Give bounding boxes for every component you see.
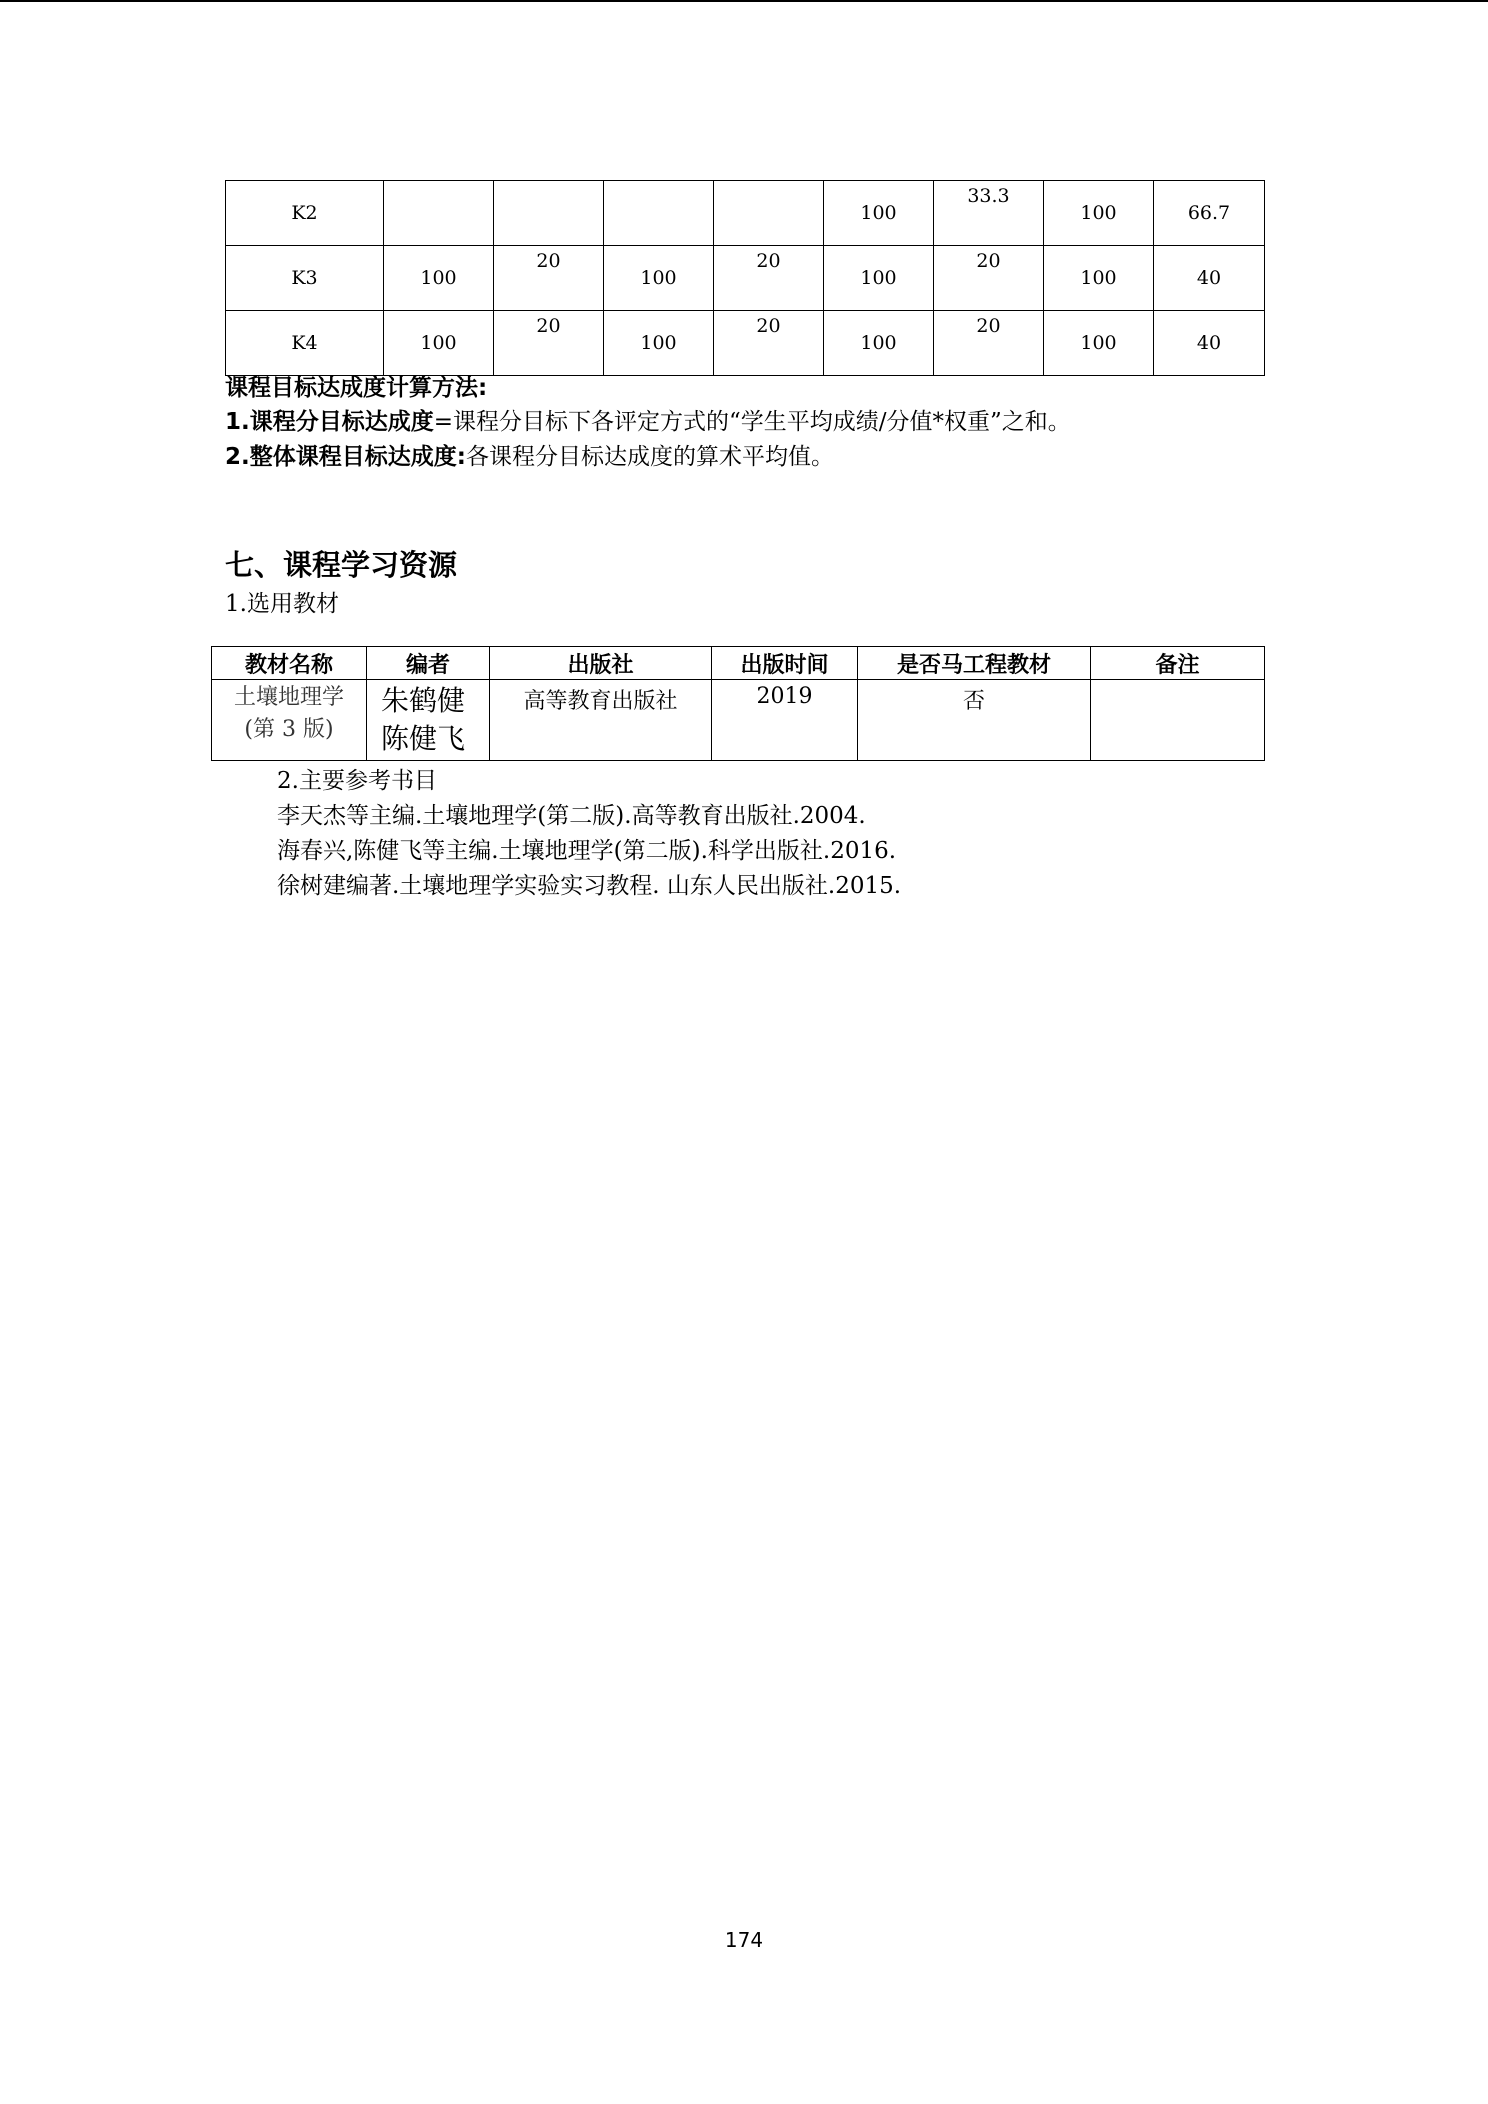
table-cell	[494, 181, 604, 246]
table-cell: 100	[384, 311, 494, 376]
header-cell: 教材名称	[212, 647, 367, 680]
table-row	[226, 311, 1265, 376]
table-cell	[384, 181, 494, 246]
table-cell: 100	[1044, 246, 1154, 311]
table-cell	[604, 181, 714, 246]
table-header-row	[212, 647, 1265, 680]
textbook-table	[211, 646, 1265, 761]
header-cell: 编者	[367, 647, 490, 680]
method-line-1	[225, 403, 1071, 436]
method-line-2-bold: 2.整体课程目标达成度:	[225, 444, 466, 470]
method-line-1-text: =课程分目标下各评定方式的“学生平均成绩/分值*权重”之和。	[433, 409, 1071, 435]
textbook-label: 1.选用教材	[225, 591, 339, 617]
table-cell: 100	[1044, 181, 1154, 246]
method-title: 课程目标达成度计算方法:	[225, 375, 488, 401]
textbook-edition: (第 3 版)	[244, 717, 334, 742]
table-cell: 100	[824, 246, 934, 311]
table-cell: 33.3	[934, 181, 1044, 246]
table-cell: 20	[494, 311, 604, 376]
table-row	[212, 680, 1265, 761]
author-1: 朱鹤健	[381, 684, 466, 717]
references-title: 2.主要参考书目	[277, 768, 437, 794]
header-cell: 出版时间	[712, 647, 858, 680]
method-line-2-text: 各课程分目标达成度的算术平均值。	[465, 444, 834, 470]
row-label: K4	[226, 311, 384, 376]
table-cell: 40	[1154, 311, 1265, 376]
reference-item: 徐树建编著.土壤地理学实验实习教程. 山东人民出版社.2015.	[277, 873, 902, 899]
table-cell: 100	[1044, 311, 1154, 376]
table-row	[226, 246, 1265, 311]
table-cell: 40	[1154, 246, 1265, 311]
method-line-2	[225, 438, 834, 471]
table-row	[226, 181, 1265, 246]
section-title: 七、课程学习资源	[225, 548, 458, 582]
table-cell: 20	[934, 311, 1044, 376]
table-cell: 100	[824, 311, 934, 376]
ma-project-cell: 否	[858, 680, 1091, 761]
header-cell: 备注	[1091, 647, 1265, 680]
row-label: K3	[226, 246, 384, 311]
reference-item: 李天杰等主编.土壤地理学(第二版).高等教育出版社.2004.	[277, 803, 866, 829]
table-cell: 100	[824, 181, 934, 246]
table-cell	[714, 181, 824, 246]
page-number: 174	[724, 1928, 764, 1952]
header-cell: 是否马工程教材	[858, 647, 1091, 680]
top-border-line	[0, 0, 1488, 2]
textbook-name-cell	[212, 680, 367, 761]
note-cell	[1091, 680, 1265, 761]
table-cell: 20	[714, 246, 824, 311]
row-label: K2	[226, 181, 384, 246]
table-cell: 20	[714, 311, 824, 376]
attainment-table	[225, 180, 1265, 376]
table-cell: 66.7	[1154, 181, 1265, 246]
table-cell: 100	[604, 246, 714, 311]
method-line-1-bold: 1.课程分目标达成度	[225, 409, 434, 435]
table-cell: 20	[934, 246, 1044, 311]
author-2: 陈健飞	[381, 722, 466, 755]
table-cell: 100	[384, 246, 494, 311]
header-cell: 出版社	[490, 647, 712, 680]
textbook-name: 土壤地理学	[233, 685, 344, 710]
publisher-cell: 高等教育出版社	[490, 680, 712, 761]
author-cell	[367, 680, 490, 761]
reference-item: 海春兴,陈健飞等主编.土壤地理学(第二版).科学出版社.2016.	[277, 838, 897, 864]
table-cell: 100	[604, 311, 714, 376]
table-cell: 20	[494, 246, 604, 311]
year-cell: 2019	[712, 680, 858, 761]
